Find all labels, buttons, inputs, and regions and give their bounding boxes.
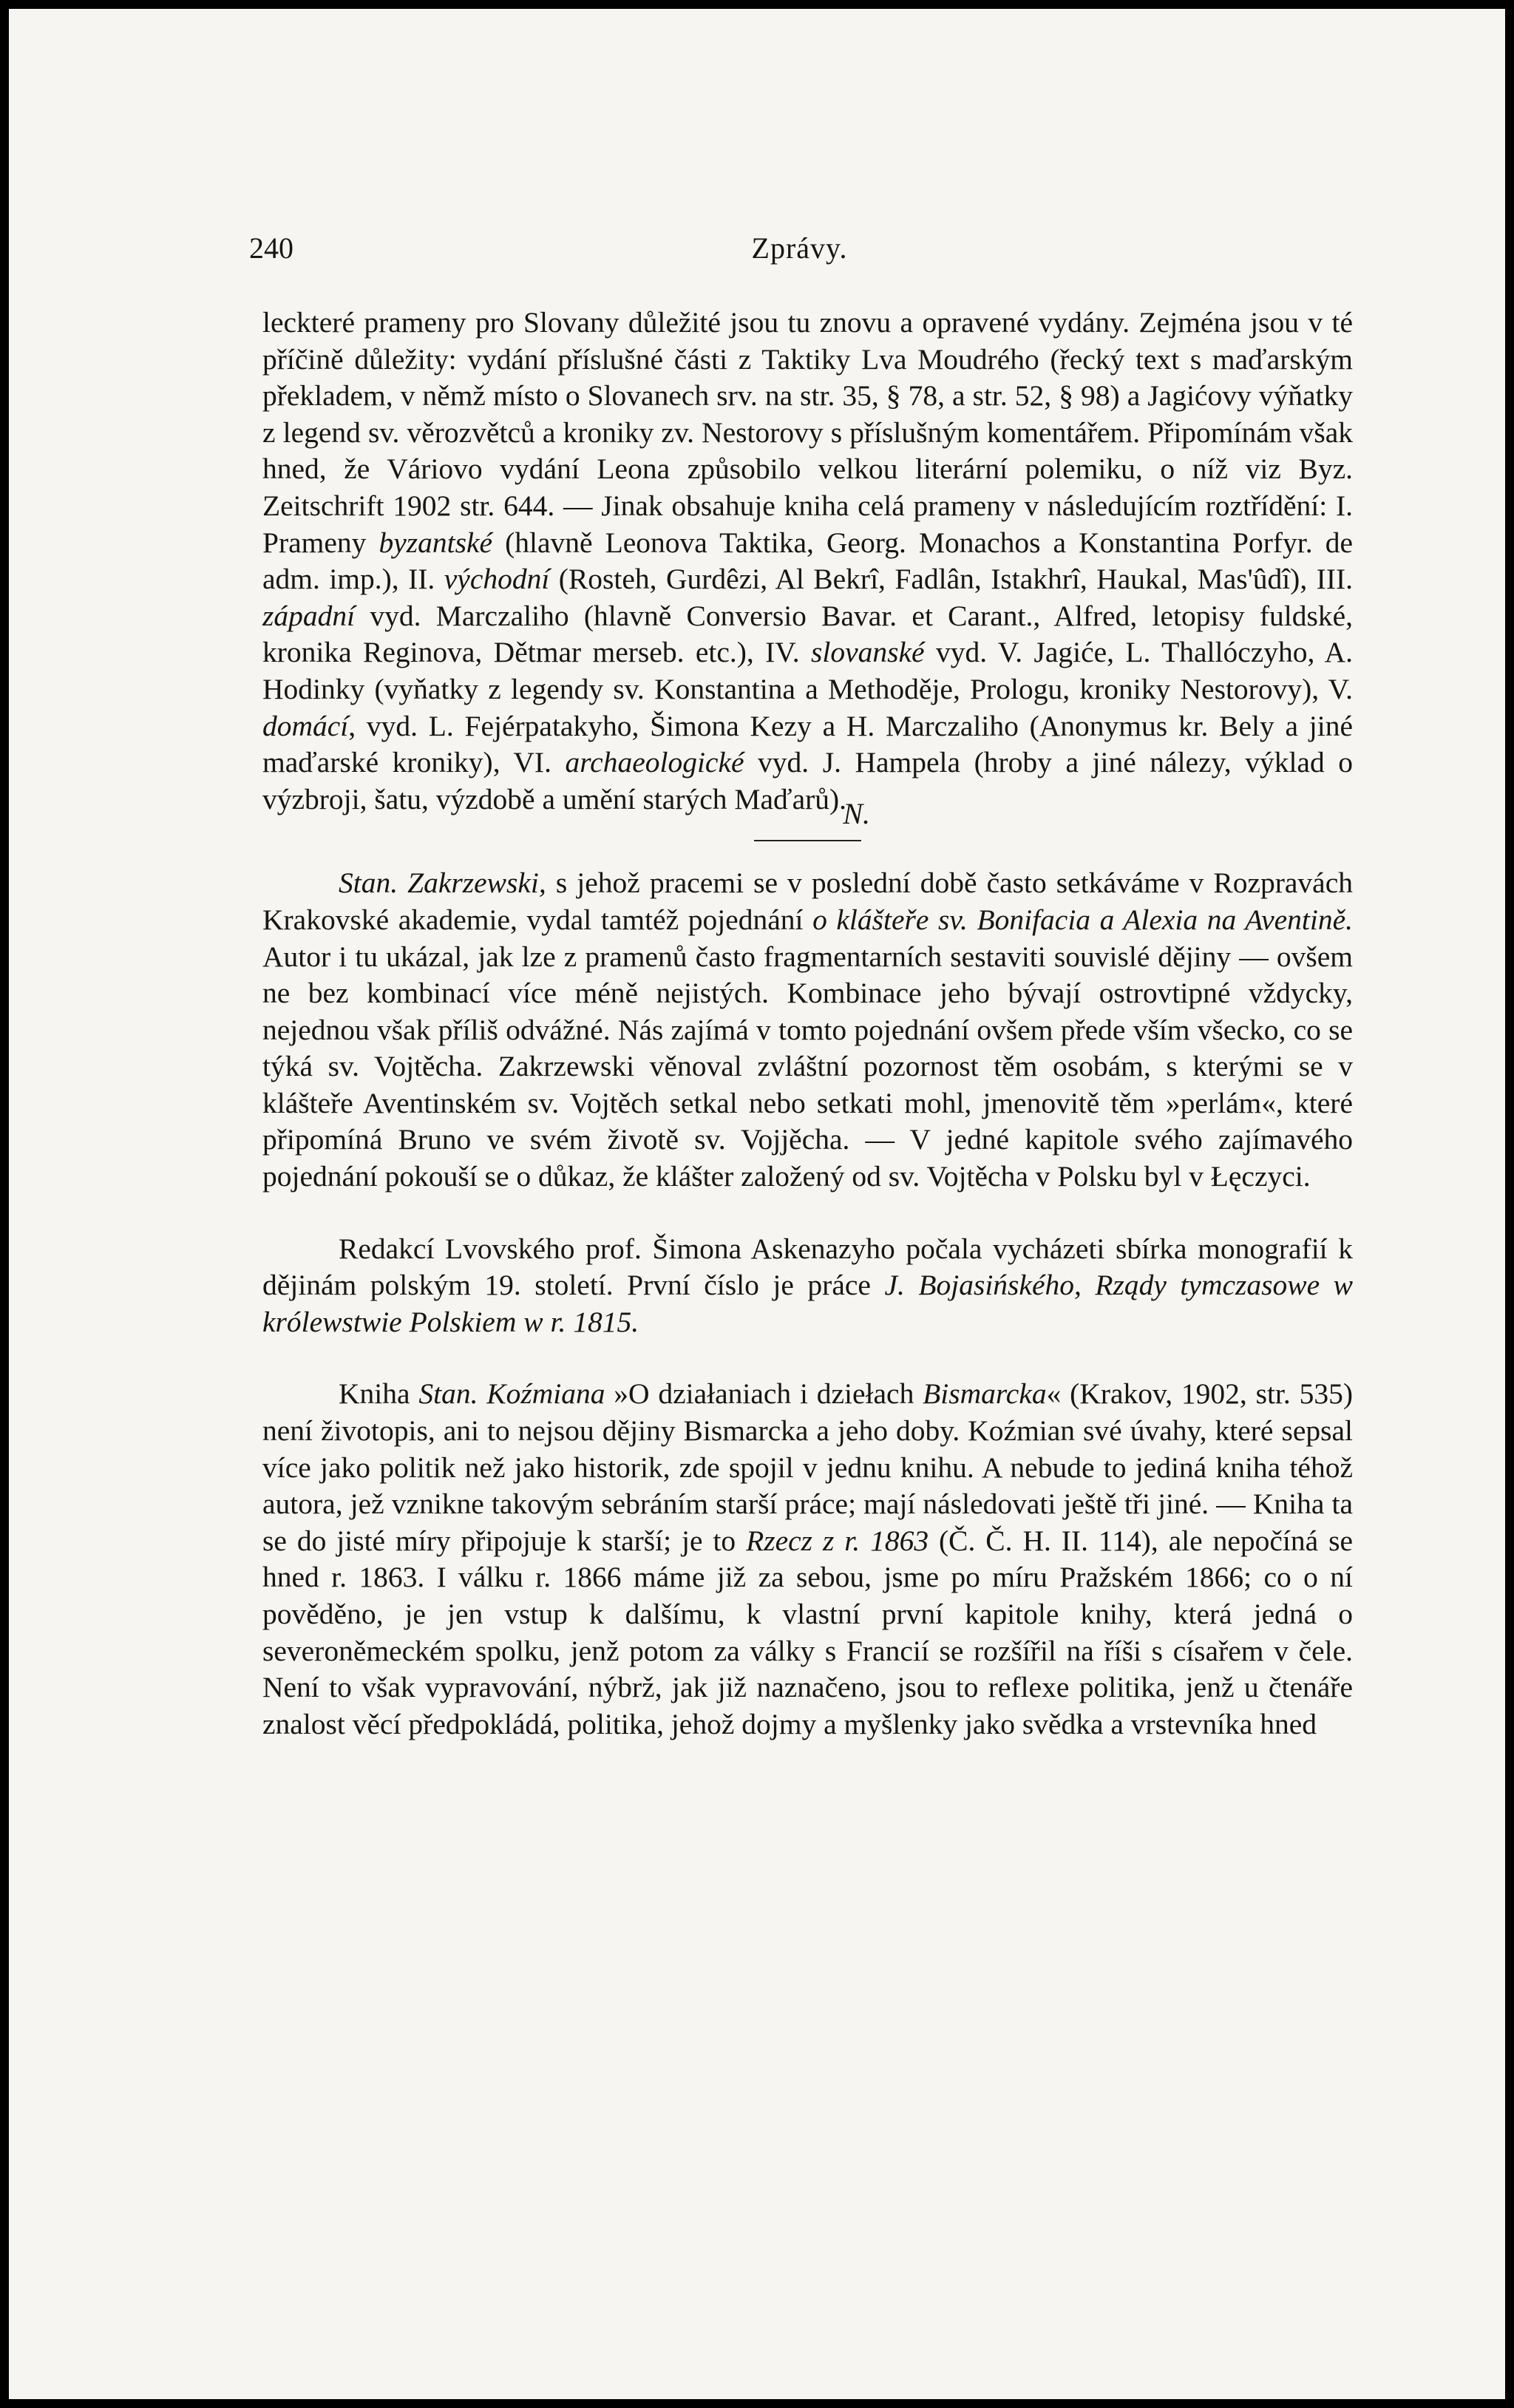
reviewer-initial: N. (843, 797, 870, 831)
running-title: Zprávy. (751, 231, 848, 265)
work-title: Rządy tymczasowe w królewstwie Polskiem w r. 1815. (262, 1269, 1353, 1338)
paragraph-hungarian-sources: leckteré prameny pro Slovany důležité jsou tu znovu a opravené vydány. Zejména jsou v té příčině důležity: vydání příslušné části z Taktiky Lva Moudrého (řecký text s maďarským překladem, v němž místo o Slovanech srv. na str. 35, § 78, a str. 52, § 98) a Jagićovy výňatky z legend sv. věrozvětců a kroniky zv. Nestorovy s příslušným komentářem. Připomínám však hned, že Váriovo vydání Leona způsobilo velkou literární polemiku, o níž viz Byz. Zeitschrift 1902 str. 644. — Jinak obsahuje kniha celá prameny v následujícím roztřídění: I. Prameny byzantské (hlavně Leonova Taktika, Georg. Monachos a Konstantina Porfyr. de adm. imp.), II. východní (Rosteh, Gurdêzi, Al Bekrî, Fadlân, Istakhrî, Haukal, Mas'ûdî), III. západní vyd. Marczaliho (hlavně Conversio Bavar. et Carant., Alfred, letopisy fuldské, kronika Reginova, Dětmar merseb. etc.), IV. slovanské vyd. V. Jagiće, L. Thallóczyho, A. Hodinky (vyňatky z legendy sv. Konstantina a Methoděje, Prologu, kroniky Nestorovy), V. domácí, vyd. L. Fejérpatakyho, Šimona Kezy a H. Marczaliho (Anonymus kr. Bely a jiné maďarské kroniky), VI. archaeologické vyd. J. Hampela (hroby a jiné nálezy, výklad o výzbroji, šatu, výzdobě a umění starých Maďarů). (262, 306, 1353, 815)
author-name: J. Bojasińského, (884, 1269, 1082, 1302)
paragraph-zakrzewski: Stan. Zakrzewski, s jehož pracemi se v poslední době často setkáváme v Rozpravách Krakovské akademie, vydal tamtéž pojednání o klášteře sv. Bonifacia a Alexia na Aventině. Autor i tu ukázal, jak lze z pramenů často fragmentarních sestaviti souvislé dějiny — ovšem ne bez kombinací více méně nejistých. Kombinace jeho bývají ostrovtipné vždycky, nejednou však příliš odvážné. Nás zajímá v tomto pojednání ovšem přede vším všecko, co se týká sv. Vojtěcha. Zakrzewski věnoval zvláštní pozornost těm osobám, s kterými se v klášteře Aventinském sv. Vojtěch setkal nebo setkati mohl, jmenovitě těm »perlám«, které připomíná Bruno ve svém životě sv. Vojjěcha. — V jedné kapitole svého zajímavého pojednání pokouší se o důkaz, že klášter založený od sv. Vojtěcha v Polsku byl v Łęczyci. (262, 866, 1353, 1193)
page-header (249, 231, 1350, 268)
scanned-page (9, 9, 1505, 2399)
author-name: Stan. Koźmiana (418, 1377, 605, 1411)
work-reference: Rzecz z r. 1863 (746, 1524, 929, 1557)
work-title: o klášteře sv. Bonifacia a Alexia na Aventině. (812, 903, 1353, 936)
work-title: Bismarcka (923, 1377, 1047, 1411)
article-body (262, 305, 1353, 1743)
author-name: Stan. Zakrzewski, (339, 866, 546, 900)
paragraph-askenazy: Redakcí Lvovského prof. Šimona Askenazyho počala vycházeti sbírka monografií k dějinám polským 19. století. První číslo je práce J. Bojasińského, Rządy tymczasowe w królewstwie Polskiem w r. 1815. (262, 1232, 1353, 1338)
paragraph-kozmian: Kniha Stan. Koźmiana »O działaniach i dziełach Bismarcka« (Krakov, 1902, str. 535) není životopis, ani to nejsou dějiny Bismarcka a jeho doby. Koźmian své úvahy, které sepsal více jako politik než jako historik, zde spojil v jednu knihu. A nebude to jediná kniha téhož autora, jež vznikne takovým sebráním starší práce; mají následovati ještě tři jiné. — Kniha ta se do jisté míry připojuje k starší; je to Rzecz z r. 1863 (Č. Č. H. II. 114), ale nepočíná se hned r. 1863. I válku r. 1866 máme již za sebou, jsme po míru Pražském 1866; co o ní pověděno, je jen vstup k dalšímu, k vlastní první kapitole knihy, která jedná o severoněmeckém spolku, jenž potom za války s Francií se rozšířil na říši s císařem v čele. Není to však vypravování, nýbrž, jak již naznačeno, jsou to reflexe politika, jenž u čtenáře znalost věcí předpokládá, politika, jehož dojmy a myšlenky jako svědka a vrstevníka hned (262, 1377, 1353, 1740)
section-separator (754, 797, 870, 841)
page-number: 240 (249, 231, 293, 265)
